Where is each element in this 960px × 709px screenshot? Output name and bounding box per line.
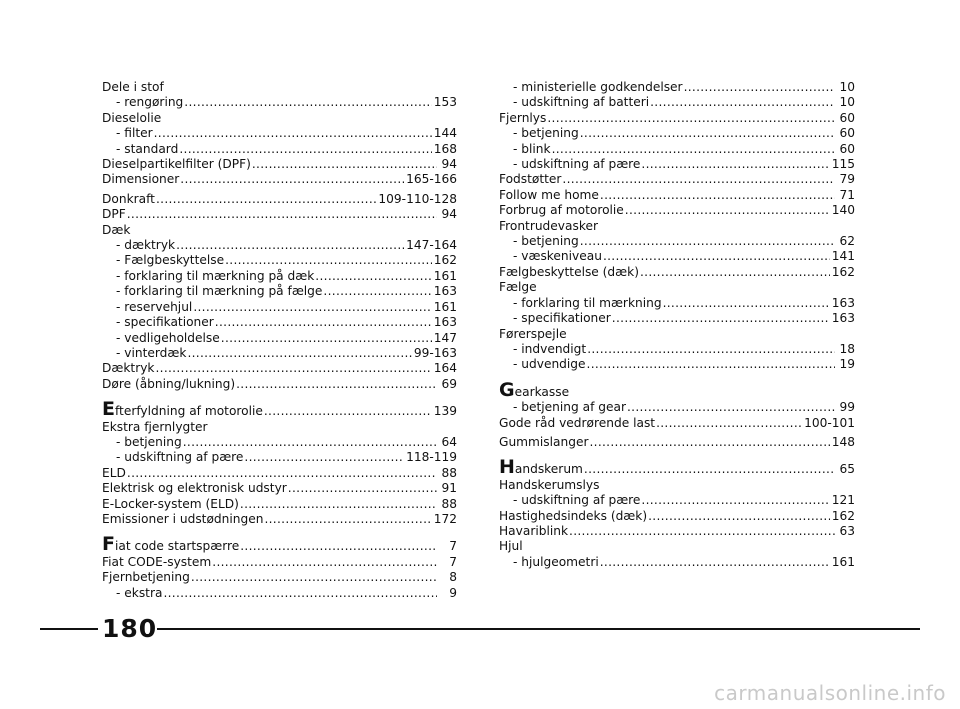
dot-leader [155, 361, 431, 376]
entry-term: Gode råd vedrørende last [499, 415, 656, 430]
entry-page-ref: 18 [839, 341, 855, 356]
index-entry [499, 456, 855, 479]
dot-leader [650, 95, 835, 110]
entry-page-ref: 79 [839, 172, 855, 187]
dot-leader [589, 435, 829, 450]
entry-page-ref: 162 [831, 264, 855, 279]
page-number: 180 [102, 614, 158, 643]
entry-term: - indvendigt [513, 341, 587, 356]
index-subentry [102, 238, 457, 253]
entry-page-ref: 7 [449, 554, 457, 569]
index-entry [102, 466, 457, 481]
index-entry [102, 533, 457, 556]
index-subentry [499, 342, 855, 357]
index-entry [499, 524, 855, 539]
index-entry [102, 192, 457, 207]
entry-page-ref: 62 [839, 234, 855, 249]
entry-page-ref: 10 [839, 80, 855, 94]
dot-leader [154, 126, 432, 141]
index-entry [499, 111, 855, 126]
entry-term: - betjening [513, 234, 579, 249]
index-subentry [102, 315, 457, 330]
dot-leader [180, 172, 404, 187]
index-entry [499, 378, 855, 401]
entry-page-ref: 162 [433, 253, 457, 268]
entry-term: Hastighedsindeks (dæk) [499, 508, 648, 523]
dot-leader [580, 234, 835, 249]
index-subentry [499, 157, 855, 172]
dot-leader [240, 497, 437, 512]
entry-page-ref: 118-119 [406, 450, 457, 465]
index-entry [499, 416, 855, 431]
entry-term: - udskiftning af pære [513, 157, 641, 172]
dot-leader [648, 509, 830, 524]
entry-page-ref: 163 [831, 295, 855, 310]
index-subentry [499, 493, 855, 508]
page-footer [40, 614, 920, 644]
dot-leader [600, 555, 830, 570]
index-subentry [499, 555, 855, 570]
index-entry [102, 157, 457, 172]
entry-page-ref: 109-110-128 [378, 191, 457, 206]
dot-leader [163, 586, 437, 601]
index-subentry [102, 346, 457, 361]
entry-term: Dele i stof [102, 80, 164, 94]
entry-page-ref: 91 [441, 481, 457, 496]
entry-term: Fælge [499, 280, 537, 295]
dot-leader [640, 265, 830, 280]
entry-term: Handskerumslys [499, 477, 600, 492]
index-subentry [499, 234, 855, 249]
entry-page-ref: 121 [831, 493, 855, 508]
entry-term: Elektrisk og elektronisk udstyr [102, 481, 287, 496]
entry-term: - dæktryk [116, 238, 176, 253]
dot-leader [323, 284, 431, 299]
entry-term: - specifikationer [116, 315, 214, 330]
index-entry [499, 203, 855, 218]
entry-page-ref: 88 [441, 465, 457, 480]
dot-leader [663, 296, 830, 311]
entry-term: Gearkasse [499, 378, 570, 401]
entry-term: DPF [102, 207, 126, 222]
entry-term: - ministerielle godkendelser [513, 80, 683, 94]
dot-leader [612, 311, 830, 326]
entry-page-ref: 168 [433, 141, 457, 156]
index-subentry [499, 95, 855, 110]
dot-leader [603, 249, 830, 264]
index-entry [499, 265, 855, 280]
index-subentry [499, 311, 855, 326]
entry-page-ref: 99 [839, 400, 855, 415]
entry-term: Frontrudevasker [499, 218, 598, 233]
dot-leader [179, 142, 431, 157]
entry-term: - ekstra [116, 585, 163, 600]
entry-term: - forklaring til mærkning [513, 295, 662, 310]
entry-term: Ekstra fjernlygter [102, 419, 208, 434]
entry-page-ref: 148 [831, 434, 855, 449]
dot-leader [600, 188, 835, 203]
entry-term: E-Locker-system (ELD) [102, 496, 239, 511]
entry-term: - betjening [116, 434, 182, 449]
dot-leader [562, 172, 835, 187]
entry-page-ref: 161 [831, 554, 855, 569]
dot-leader [212, 555, 437, 570]
entry-page-ref: 64 [441, 434, 457, 449]
dot-leader [127, 207, 437, 222]
index-subentry [102, 126, 457, 141]
entry-page-ref: 8 [449, 570, 457, 585]
entry-term: - udskiftning af pære [513, 493, 641, 508]
dot-leader [625, 203, 830, 218]
dot-leader [684, 80, 835, 95]
index-column-left [102, 80, 457, 601]
entry-page-ref: 100-101 [804, 415, 855, 430]
entry-page-ref: 147-164 [406, 238, 457, 253]
entry-page-ref: 163 [433, 315, 457, 330]
entry-page-ref: 161 [433, 299, 457, 314]
index-entry [102, 420, 457, 435]
index-entry [499, 172, 855, 187]
dot-leader [587, 357, 835, 372]
index-entry [102, 512, 457, 527]
entry-page-ref: 162 [831, 508, 855, 523]
entry-term: Dæk [102, 222, 131, 237]
entry-term: Dæktryk [102, 361, 155, 376]
entry-term: Handskerum [499, 456, 583, 479]
dot-leader [552, 142, 835, 157]
dot-leader [127, 466, 437, 481]
footer-rule-right [157, 628, 920, 630]
entry-page-ref: 71 [839, 187, 855, 202]
entry-term: - standard [116, 141, 179, 156]
index-subentry [499, 126, 855, 141]
index-entry [499, 509, 855, 524]
entry-page-ref: 60 [839, 141, 855, 156]
dot-leader [184, 95, 431, 110]
entry-page-ref: 165-166 [406, 172, 457, 187]
index-subentry [499, 357, 855, 372]
index-entry [499, 327, 855, 342]
entry-term: Efterfyldning af motorolie [102, 398, 263, 421]
entry-page-ref: 7 [449, 539, 457, 554]
entry-term: ELD [102, 465, 126, 480]
entry-term: - betjening [513, 126, 579, 141]
entry-page-ref: 94 [441, 157, 457, 172]
dot-leader [187, 346, 411, 361]
entry-term: - udvendige [513, 357, 586, 372]
entry-page-ref: 163 [831, 311, 855, 326]
entry-term: Dieselolie [102, 110, 162, 125]
entry-term: - vinterdæk [116, 345, 187, 360]
entry-term: Førerspejle [499, 326, 567, 341]
index-subentry [499, 296, 855, 311]
index-subentry [499, 142, 855, 157]
dot-leader [641, 157, 829, 172]
dot-leader [183, 435, 437, 450]
entry-term: - specifikationer [513, 311, 611, 326]
index-entry [102, 481, 457, 496]
entry-term: Dieselpartikelfilter (DPF) [102, 157, 251, 172]
entry-page-ref: 60 [839, 110, 855, 125]
entry-page-ref: 88 [441, 496, 457, 511]
dot-leader [221, 331, 432, 346]
index-subentry [102, 331, 457, 346]
entry-term: - reservehjul [116, 299, 193, 314]
index-entry [499, 219, 855, 234]
index-entry [499, 280, 855, 295]
index-subentry [102, 586, 457, 601]
dot-leader [584, 462, 835, 477]
dot-leader [264, 404, 432, 419]
dot-leader [569, 524, 835, 539]
index-entry [102, 377, 457, 392]
dot-leader [264, 512, 431, 527]
dot-leader [215, 315, 432, 330]
entry-page-ref: 161 [433, 268, 457, 283]
dot-leader [627, 400, 835, 415]
index-entry [102, 223, 457, 238]
dot-leader [240, 539, 437, 554]
entry-term: - vedligeholdelse [116, 330, 220, 345]
entry-page-ref: 19 [839, 357, 855, 372]
entry-term: Emissioner i udstødningen [102, 511, 264, 526]
dot-leader [236, 377, 437, 392]
entry-page-ref: 140 [831, 203, 855, 218]
entry-term: Dimensioner [102, 172, 180, 187]
entry-term: Fjernbetjening [102, 570, 190, 585]
dot-leader [176, 238, 404, 253]
entry-term: - væskeniveau [513, 249, 602, 264]
entry-page-ref: 172 [433, 511, 457, 526]
entry-term: Havariblink [499, 523, 569, 538]
entry-term: Fodstøtter [499, 172, 562, 187]
index-entry [102, 398, 457, 421]
entry-page-ref: 94 [441, 207, 457, 222]
index-column-right [499, 80, 855, 570]
entry-page-ref: 144 [433, 126, 457, 141]
entry-term: Follow me home [499, 187, 599, 202]
entry-page-ref: 99-163 [413, 345, 457, 360]
entry-term: Forbrug af motorolie [499, 203, 624, 218]
entry-page-ref: 139 [433, 404, 457, 419]
entry-page-ref: 153 [433, 95, 457, 110]
index-subentry [102, 253, 457, 268]
entry-term: Fjernlys [499, 110, 547, 125]
entry-term: - forklaring til mærkning på fælge [116, 284, 323, 299]
entry-term: Fiat CODE-system [102, 554, 212, 569]
index-subentry [102, 435, 457, 450]
dot-leader [656, 416, 802, 431]
index-entry [102, 361, 457, 376]
entry-term: - blink [513, 141, 551, 156]
index-entry [102, 555, 457, 570]
entry-term: Hjul [499, 539, 523, 554]
entry-term: - filter [116, 126, 153, 141]
entry-term: - udskiftning af pære [116, 450, 244, 465]
index-subentry [499, 249, 855, 264]
entry-term: - forklaring til mærkning på dæk [116, 268, 315, 283]
entry-term: - betjening af gear [513, 400, 626, 415]
entry-page-ref: 147 [433, 330, 457, 345]
index-subentry [499, 400, 855, 415]
entry-term: Fælgbeskyttelse (dæk) [499, 264, 639, 279]
index-subentry [102, 300, 457, 315]
index-entry [499, 435, 855, 450]
dot-leader [547, 111, 835, 126]
entry-term: - Fælgbeskyttelse [116, 253, 225, 268]
dot-leader [193, 300, 431, 315]
index-subentry [102, 95, 457, 110]
index-subentry [499, 80, 855, 95]
dot-leader [156, 192, 376, 207]
entry-term: Fiat code startspærre [102, 533, 240, 556]
entry-term: - udskiftning af batteri [513, 95, 650, 110]
index-subentry [102, 450, 457, 465]
entry-page-ref: 69 [441, 376, 457, 391]
dot-leader [191, 570, 437, 585]
entry-page-ref: 164 [433, 361, 457, 376]
entry-page-ref: 60 [839, 126, 855, 141]
entry-term: Gummislanger [499, 434, 589, 449]
watermark: carmanualsonline.info [714, 681, 946, 705]
dot-leader [252, 157, 437, 172]
dot-leader [315, 269, 431, 284]
entry-term: Donkraft [102, 191, 155, 206]
index-entry [102, 207, 457, 222]
index-entry [102, 172, 457, 187]
dot-leader [641, 493, 829, 508]
index-entry [499, 478, 855, 493]
entry-term: - rengøring [116, 95, 184, 110]
index-entry [102, 570, 457, 585]
index-entry [499, 539, 855, 554]
dot-leader [587, 342, 835, 357]
entry-term: Døre (åbning/lukning) [102, 376, 236, 391]
entry-page-ref: 9 [449, 585, 457, 600]
index-entry [499, 188, 855, 203]
dot-leader [580, 126, 835, 141]
entry-page-ref: 141 [831, 249, 855, 264]
entry-page-ref: 163 [433, 284, 457, 299]
entry-page-ref: 63 [839, 523, 855, 538]
entry-page-ref: 115 [831, 157, 855, 172]
index-subentry [102, 269, 457, 284]
dot-leader [244, 450, 404, 465]
dot-leader [288, 481, 437, 496]
index-entry [102, 111, 457, 126]
dot-leader [225, 253, 432, 268]
footer-rule-left [40, 628, 98, 630]
entry-term: - hjulgeometri [513, 554, 599, 569]
index-entry [102, 80, 457, 95]
index-subentry [102, 142, 457, 157]
index-subentry [102, 284, 457, 299]
index-entry [102, 497, 457, 512]
entry-page-ref: 10 [839, 95, 855, 110]
entry-page-ref: 65 [839, 462, 855, 477]
